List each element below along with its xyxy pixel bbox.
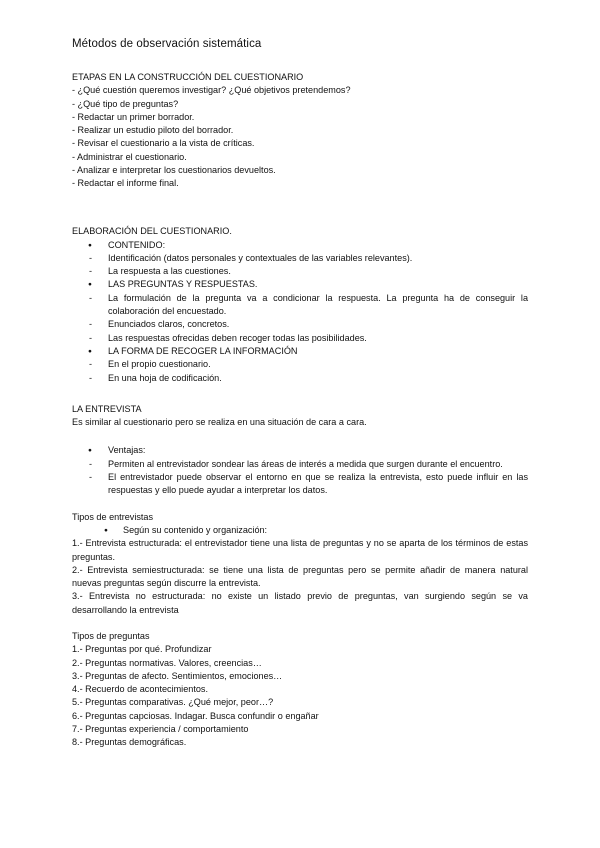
etapas-item: - Redactar un primer borrador. — [72, 111, 195, 122]
etapas-item: - ¿Qué tipo de preguntas? — [72, 98, 179, 109]
forma-bullet: ● LA FORMA DE RECOGER LA INFORMACIÓN — [72, 345, 528, 358]
document-body — [72, 71, 528, 750]
preguntas-item: - Enunciados claros, concretos. — [72, 318, 528, 331]
tipos-entrevistas-heading: Tipos de entrevistas — [72, 511, 154, 522]
tipo-pregunta-item: 8.- Preguntas demográficas. — [72, 737, 187, 748]
elaboracion-heading: ELABORACIÓN DEL CUESTIONARIO. — [72, 226, 232, 237]
criterio-bullet: ● Según su contenido y organización: — [72, 524, 528, 537]
contenido-item: - Identificación (datos personales y contextuales de las variables relevantes). — [72, 252, 528, 265]
tipo-entrevista-item: 3.- Entrevista no estructurada: no existe un listado previo de preguntas, van surgiendo según se va desarrollando la entrevista — [72, 591, 528, 615]
preguntas-item: - Las respuestas ofrecidas deben recoger todas las posibilidades. — [72, 332, 528, 345]
etapas-item: - Realizar un estudio piloto del borrador. — [72, 125, 234, 136]
tipo-pregunta-item: 4.- Recuerdo de acontecimientos. — [72, 684, 208, 695]
ventajas-item: - Permiten al entrevistador sondear las áreas de interés a medida que surgen durante el encuentro. — [72, 458, 528, 471]
etapas-heading: ETAPAS EN LA CONSTRUCCIÓN DEL CUESTIONARIO — [72, 72, 304, 82]
ventajas-bullet: ● Ventajas: — [72, 444, 528, 457]
tipo-pregunta-item: 5.- Preguntas comparativas. ¿Qué mejor, peor…? — [72, 697, 274, 708]
etapas-item: - Administrar el cuestionario. — [72, 151, 187, 162]
tipo-pregunta-item: 6.- Preguntas capciosas. Indagar. Busca confundir o engañar — [72, 710, 319, 721]
tipo-pregunta-item: 2.- Preguntas normativas. Valores, creencias… — [72, 657, 262, 668]
tipos-preguntas-heading: Tipos de preguntas — [72, 630, 150, 641]
forma-item: - En el propio cuestionario. — [72, 358, 528, 371]
contenido-item: - La respuesta a las cuestiones. — [72, 265, 528, 278]
document-title: Métodos de observación sistemática — [72, 38, 262, 50]
forma-item: - En una hoja de codificación. — [72, 372, 528, 385]
tipo-pregunta-item: 1.- Preguntas por qué. Profundizar — [72, 644, 212, 655]
preguntas-bullet: ● LAS PREGUNTAS Y RESPUESTAS. — [72, 278, 528, 291]
entrevista-intro: Es similar al cuestionario pero se realiza en una situación de cara a cara. — [72, 417, 367, 428]
etapas-item: - Redactar el informe final. — [72, 178, 179, 189]
etapas-item: - ¿Qué cuestión queremos investigar? ¿Qué objetivos pretendemos? — [72, 85, 351, 96]
etapas-item: - Revisar el cuestionario a la vista de críticas. — [72, 138, 255, 149]
tipo-pregunta-item: 7.- Preguntas experiencia / comportamiento — [72, 724, 249, 735]
preguntas-item: - La formulación de la pregunta va a condicionar la respuesta. La pregunta ha de conseguir la colaboración del encuestado. — [72, 292, 528, 319]
entrevista-heading: LA ENTREVISTA — [72, 403, 142, 414]
tipo-entrevista-item: 2.- Entrevista semiestructurada: se tiene una lista de preguntas pero se permite añadir de manera natural nuevas preguntas según discurre la entrevista. — [72, 564, 528, 589]
contenido-bullet: ● CONTENIDO: — [72, 239, 528, 252]
ventajas-item: - El entrevistador puede observar el entorno en que se realiza la entrevista, esto puede influir en las respuestas y ello puede ayudar a interpretar los datos. — [72, 471, 528, 498]
tipo-pregunta-item: 3.- Preguntas de afecto. Sentimientos, emociones… — [72, 670, 283, 681]
tipo-entrevista-item: 1.- Entrevista estructurada: el entrevistador tiene una lista de preguntas y no se aparta de los términos de estas preguntas. — [72, 538, 528, 562]
etapas-item: - Analizar e interpretar los cuestionarios devueltos. — [72, 165, 276, 176]
